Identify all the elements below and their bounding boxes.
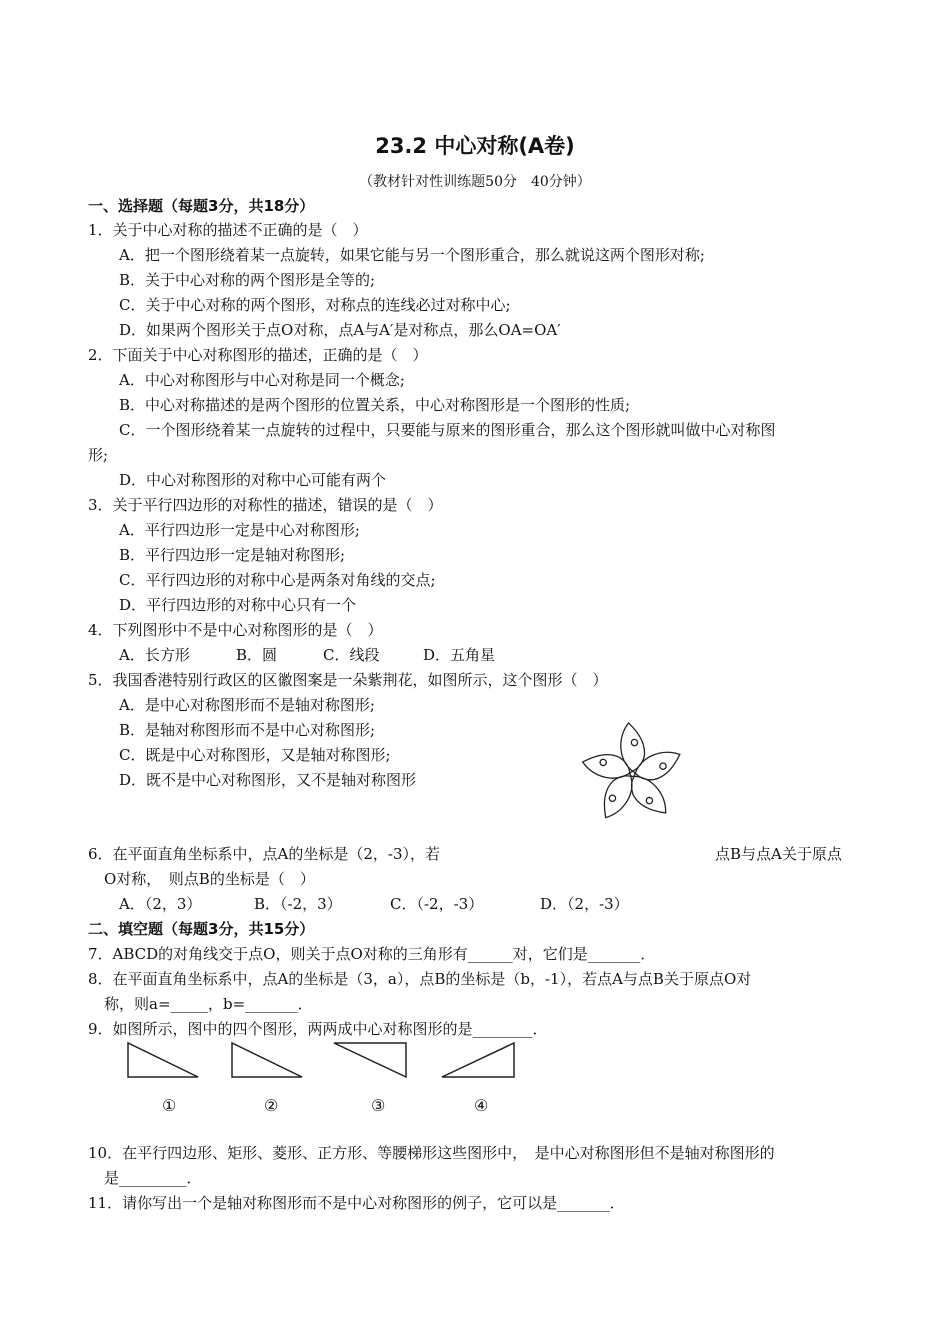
page-title: 23.2 中心对称(A卷) — [375, 134, 575, 158]
triangle-4 — [442, 1043, 514, 1077]
figure-label-4: ④ — [474, 1096, 489, 1115]
question-5-option-d: D．既不是中心对称图形，又不是轴对称图形 — [119, 771, 417, 789]
question-3-option-d: D．平行四边形的对称中心只有一个 — [119, 596, 357, 614]
question-5-option-b: B．是轴对称图形而不是中心对称图形; — [119, 721, 376, 739]
triangle-2 — [232, 1043, 302, 1077]
figure-label-3: ③ — [371, 1096, 386, 1115]
question-5-stem: 5．我国香港特别行政区的区徽图案是一朵紫荆花，如图所示，这个图形（ ） — [88, 671, 608, 689]
question-2-option-d: D．中心对称图形的对称中心可能有两个 — [119, 471, 387, 489]
question-3-option-c: C．平行四边形的对称中心是两条对角线的交点; — [119, 571, 436, 589]
figure-label-2: ② — [264, 1096, 279, 1115]
question-2-option-c: C．一个图形绕着某一点旋转的过程中，只要能与原来的图形重合，那么这个图形就叫做中心对称图 — [119, 421, 776, 439]
triangle-3 — [334, 1043, 406, 1077]
question-10-line-1: 10．在平行四边形、矩形、菱形、正方形、等腰梯形这些图形中， 是中心对称图形但不是轴对称图形的 — [88, 1144, 775, 1162]
triangle-1 — [128, 1043, 198, 1077]
question-1-option-b: B．关于中心对称的两个图形是全等的; — [119, 271, 376, 289]
question-3-option-b: B．平行四边形一定是轴对称图形; — [119, 546, 346, 564]
question-6-stem: 6．在平面直角坐标系中，点A的坐标是（2，-3），若 — [88, 845, 441, 863]
question-6-option-d: D．（2，-3） — [540, 895, 629, 913]
question-1-stem: 1．关于中心对称的描述不正确的是（ ） — [88, 221, 368, 239]
figure-label-1: ① — [162, 1096, 177, 1115]
question-6-option-c: C．（-2，-3） — [390, 895, 484, 913]
question-5-option-a: A．是中心对称图形而不是轴对称图形; — [119, 696, 375, 714]
bauhinia-flower-figure — [575, 718, 690, 830]
question-8-line-2: 称，则a=_____，b=_______． — [104, 995, 313, 1013]
question-11: 11．请你写出一个是轴对称图形而不是中心对称图形的例子，它可以是_______． — [88, 1194, 625, 1212]
question-1-option-d: D．如果两个图形关于点O对称，点A与A′是对称点，那么OA=OA′ — [119, 321, 561, 339]
question-5-option-c: C．既是中心对称图形，又是轴对称图形; — [119, 746, 391, 764]
question-3-option-a: A．平行四边形一定是中心对称图形; — [119, 521, 360, 539]
question-9-stem: 9．如图所示，图中的四个图形，两两成中心对称图形的是________． — [88, 1020, 548, 1038]
question-6-stem-right: 点B与点A关于原点 — [715, 845, 842, 863]
question-2-option-c-continued: 形; — [88, 446, 109, 464]
section-heading-fill: 二、填空题（每题3分，共15分） — [88, 920, 315, 938]
question-8-line-1: 8．在平面直角坐标系中，点A的坐标是（3，a），点B的坐标是（b，-1），若点A与点B关于原点O对 — [88, 970, 752, 988]
section-heading-choice: 一、选择题（每题3分，共18分） — [88, 197, 315, 215]
page-subtitle: （教材针对性训练题50分 40分钟） — [359, 174, 591, 190]
question-6-option-b: B．（-2，3） — [254, 895, 342, 913]
question-6-stem-continued: O对称， 则点B的坐标是（ ） — [104, 870, 315, 888]
question-3-stem: 3．关于平行四边形的对称性的描述，错误的是（ ） — [88, 496, 443, 514]
question-10-line-2: 是_________． — [104, 1169, 202, 1187]
question-6-option-a: A．（2，3） — [119, 895, 202, 913]
question-4-option-d: D．五角星 — [423, 646, 496, 664]
question-4-option-a: A．长方形 — [119, 646, 190, 664]
question-4-option-c: C．线段 — [323, 646, 380, 664]
question-2-option-b: B．中心对称描述的是两个图形的位置关系，中心对称图形是一个图形的性质; — [119, 396, 631, 414]
question-1-option-c: C．关于中心对称的两个图形，对称点的连线必过对称中心; — [119, 296, 511, 314]
question-2-option-a: A．中心对称图形与中心对称是同一个概念; — [119, 371, 405, 389]
question-7: 7．ABCD的对角线交于点O，则关于点O对称的三角形有______对，它们是_______． — [88, 945, 656, 963]
question-4-stem: 4．下列图形中不是中心对称图形的是（ ） — [88, 621, 383, 639]
question-2-stem: 2．下面关于中心对称图形的描述，正确的是（ ） — [88, 346, 428, 364]
question-1-option-a: A．把一个图形绕着某一点旋转，如果它能与另一个图形重合，那么就说这两个图形对称; — [119, 246, 705, 264]
question-4-option-b: B．圆 — [236, 646, 278, 664]
triangles-figure — [120, 1040, 530, 1080]
